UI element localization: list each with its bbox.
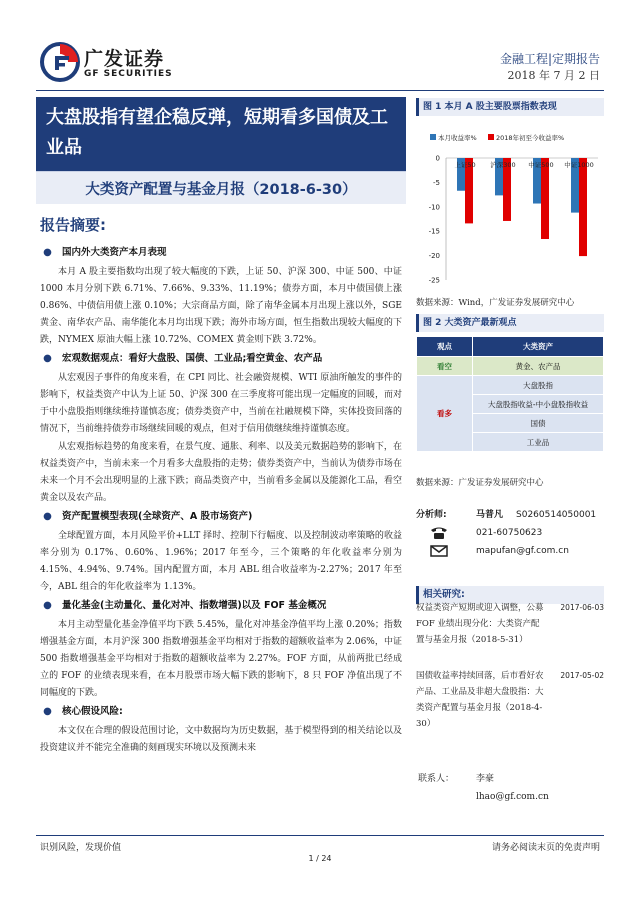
- report-type: 金融工程|定期报告: [499, 52, 600, 66]
- asset-view-table: [416, 336, 604, 452]
- paragraph: 从宏观指标趋势的角度来看，在景气度、通胀、利率、以及美元数据趋势的影响下，在权益类资产中，当前未来一个月看多大盘股指的走势；债券类资产中，当前认为债券市场在未来一个月不会出现明显的上涨下跌；商品类资产中，当前看多金属以及能源化工品，看空黄金以及农产品。: [40, 442, 402, 503]
- analyst-phone: 021-60750623: [476, 528, 543, 538]
- analyst-cert: S0260514050001: [516, 510, 597, 520]
- page-number: 1 / 24: [308, 854, 332, 863]
- bullet-icon: ●: [43, 511, 52, 522]
- bullet-icon: ●: [43, 600, 52, 611]
- bullish-asset: 大盘股指收益-中小盘股指收益: [473, 395, 604, 414]
- index-return-chart: [416, 120, 604, 290]
- bullet-icon: ●: [43, 353, 52, 364]
- header-divider: [36, 90, 604, 91]
- phone-icon: [430, 526, 448, 540]
- contact-label: 联系人：: [418, 774, 455, 784]
- section-title: ● 资产配置模型表现(全球资产、A 股市场资产): [43, 511, 253, 522]
- legend-label: 本月收益率%: [438, 134, 477, 142]
- bearish-asset: 黄金、农产品: [473, 357, 604, 376]
- gf-logo-icon: [40, 42, 80, 82]
- table-header-cell: 观点: [417, 337, 473, 357]
- legend-swatch: [488, 134, 494, 140]
- abstract-heading: 报告摘要:: [40, 216, 106, 234]
- bearish-label: 看空: [417, 357, 473, 376]
- x-tick-label: 中证1000: [564, 161, 594, 169]
- report-date: 2018 年 7 月 2 日: [507, 69, 600, 82]
- table-header-row: [417, 337, 604, 357]
- company-logo: [40, 42, 173, 86]
- figure1-title: 图 1 本月 A 股主要股票指数表现: [416, 98, 604, 116]
- contact-email[interactable]: lhao@gf.com.cn: [476, 792, 549, 802]
- related-item[interactable]: [416, 600, 604, 648]
- paragraph: 本文仅在合理的假设范围讨论，文中数据均为历史数据，基于模型得到的相关结论以及投资建议并不能完全准确的刻画现实环境以及预测未来: [40, 726, 402, 753]
- bar: [579, 158, 587, 256]
- section-title: ● 宏观数据观点：看好大盘股、国债、工业品;看空黄金、农产品: [43, 353, 323, 364]
- logo-english-name: GF SECURITIES: [84, 69, 173, 79]
- abstract-body: [40, 244, 402, 758]
- bullet-icon: ●: [43, 706, 52, 717]
- related-item[interactable]: [416, 668, 604, 732]
- contact-name: 李豪: [476, 774, 495, 784]
- related-research-title: 相关研究:: [416, 586, 604, 604]
- analyst-info: [416, 506, 604, 560]
- section-title: ● 核心假设风险:: [43, 706, 123, 717]
- section-title: ● 量化基金(主动量化、量化对冲、指数增强)以及 FOF 基金概况: [43, 600, 327, 611]
- footer-disclaimer: 请务必阅读末页的免责声明: [491, 843, 600, 853]
- report-title: 大盘股指有望企稳反弹，短期看多国债及工业品: [46, 107, 388, 158]
- legend-label: 2018年初至今收益率%: [496, 134, 565, 142]
- logo-chinese-name: 广发证券: [84, 48, 165, 70]
- bullish-asset: 大盘股指: [473, 376, 604, 395]
- analyst-name: 马普凡: [476, 510, 504, 520]
- footer-divider: [36, 835, 604, 836]
- page-header: [0, 0, 640, 96]
- figure2-source: 数据来源：广发证券发展研究中心: [416, 478, 544, 488]
- analyst-email[interactable]: mapufan@gf.com.cn: [476, 546, 569, 556]
- y-tick-label: 0: [435, 154, 440, 163]
- report-subtitle: 大类资产配置与基金月报（2018-6-30）: [85, 182, 357, 198]
- y-tick-label: -15: [428, 227, 440, 236]
- email-icon: [430, 544, 448, 558]
- x-tick-label: 中证500: [528, 161, 554, 169]
- y-tick-label: -5: [433, 178, 440, 187]
- related-item-date: 2017-05-02: [560, 671, 604, 680]
- table-header-cell: 大类资产: [473, 337, 604, 357]
- analyst-label: 分析师:: [416, 510, 447, 520]
- section-title: ● 国内外大类资产本月表现: [43, 247, 167, 258]
- y-tick-label: -25: [428, 276, 440, 285]
- paragraph: 本月主动型量化基金净值平均下跌 5.45%，量化对冲基金净值平均上涨 0.20%；指数增强基金方面，本月沪深 300 指数增强基金平均相对于指数的超额收益率为 2.06%，中证 500 指数增强基金平均相对于指数的超额收益率为 2.27%。FOF 方面，从前两批已经成立的 FOF 的业绩表现来看，在本月股票市场大幅下跌的影响下，8 只 FOF 净值出现了不同幅度的下跌。: [40, 620, 402, 698]
- abstract-section: [40, 508, 402, 596]
- bullish-asset: 国债: [473, 414, 604, 433]
- footer-slogan: 识别风险，发现价值: [40, 843, 122, 853]
- paragraph: 从宏观因子事件的角度来看，在 CPI 同比、社会融资规模、WTI 原油所触发的事件的影响下，权益类资产中认为上证 50、沪深 300 在三季度将可能出现一定幅度的回暖，而对于中小盘股指则继续维持谨慎态度；债券类资产中，当前在社融规模下降，实体投资回落的情况下，当前维持债券市场继续回暖的观点，但对于信用债继续维持谨慎态度。: [40, 373, 402, 434]
- paragraph: 本月 A 股主要指数均出现了较大幅度的下跌，上证 50、沪深 300、中证 500、中证 1000 本月分别下跌 6.71%、7.66%、9.33%、11.19%；债券方面，本月中债国债上涨 0.86%、中债信用债上涨 0.10%；大宗商品方面，除了南华金属本月出现上涨以外，SGE 黄金、南华农产品、南华能化本月均出现下跌；海外市场方面，恒生指数出现较大幅度的下跌，NYMEX 原油大幅上涨 10.72%、COMEX 黄金则下跌 3.72%。: [40, 267, 402, 345]
- abstract-section: [40, 597, 402, 702]
- bar: [541, 158, 549, 239]
- subtitle-banner: [36, 171, 406, 204]
- related-item-title: 权益类资产短期或迎入调整，公募 FOF 业绩出现分化：大类资产配置与基金月报（2018-5-31）: [416, 603, 544, 645]
- figure2-title: 图 2 大类资产最新观点: [416, 314, 604, 332]
- related-item-title: 国债收益率持续回落，后市看好农产品、工业品及非超大盘股指：大类资产配置与基金月报（2018-4-30）: [416, 671, 544, 729]
- legend-swatch: [430, 134, 436, 140]
- bullish-asset: 工业品: [473, 433, 604, 452]
- y-tick-label: -20: [428, 252, 440, 261]
- abstract-section: [40, 244, 402, 349]
- abstract-section: [40, 703, 402, 757]
- contact-info: [418, 770, 549, 806]
- abstract-section: [40, 350, 402, 507]
- y-tick-label: -10: [428, 203, 440, 212]
- table-row: [417, 376, 604, 395]
- x-tick-label: 上证50: [454, 161, 476, 169]
- paragraph: 全球配置方面，本月风险平价+LLT 择时、控制下行幅度、以及控制波动率策略的收益率分别为 0.17%、0.60%、1.96%；2017 年至今，三个策略的年化收益率分别为 4.15%、4.94%、9.74%。国内配置方面，本月 ABL 组合收益率为-2.27%；2017 年至今，ABL 组合的年化收益率为 1.13%。: [40, 531, 402, 592]
- bullet-icon: ●: [43, 247, 52, 258]
- bullish-label: 看多: [417, 376, 473, 452]
- related-item-date: 2017-06-03: [560, 603, 604, 612]
- table-row: [417, 357, 604, 376]
- figure1-source: 数据来源：Wind，广发证券发展研究中心: [416, 298, 575, 308]
- x-tick-label: 沪深300: [490, 161, 516, 169]
